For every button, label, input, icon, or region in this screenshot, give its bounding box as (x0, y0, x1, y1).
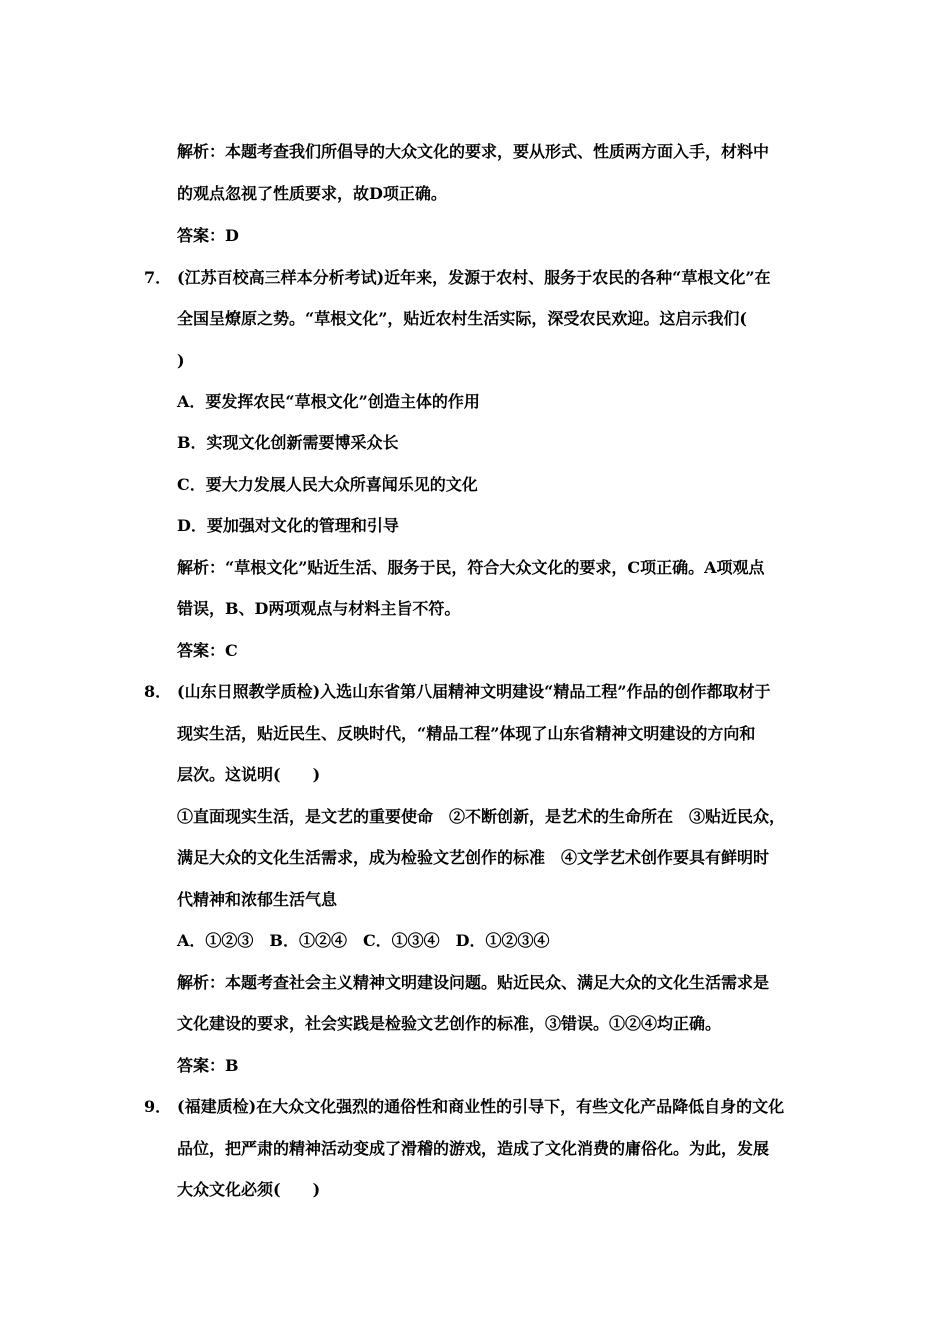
q7-analysis-line-2: 错误，B、D两项观点与材料主旨不符。 (177, 599, 461, 618)
q8-statement-line-1: ①直面现实生活，是文艺的重要使命 ②不断创新，是艺术的生命所在 ③贴近民众， (177, 807, 786, 826)
q8-statement-line-3: 代精神和浓郁生活气息 (177, 890, 338, 909)
q9-number: 9． (144, 1097, 172, 1116)
q6-analysis-line-1: 解析：本题考查我们所倡导的大众文化的要求，要从形式、性质两方面入手，材料中 (177, 142, 770, 161)
q7-stem-line-2: 全国呈燎原之势。“草根文化”，贴近农村生活实际，深受农民欢迎。这启示我们( (177, 309, 747, 328)
q7-answer: 答案：C (177, 641, 238, 660)
q6-answer: 答案：D (177, 226, 239, 245)
q8-options: A．①②③ B．①②④ C．①③④ D．①②③④ (177, 931, 550, 950)
q7-stem-line-1 (144, 267, 771, 289)
q8-stem-line-1 (144, 681, 771, 703)
q8-stem-text-1: (山东日照教学质检)入选山东省第八届精神文明建设“精品工程”作品的创作都取材于 (177, 682, 771, 701)
q7-stem-line-3: ) (177, 351, 185, 370)
q8-analysis-line-1: 解析：本题考查社会主义精神文明建设问题。贴近民众、满足大众的文化生活需求是 (177, 973, 770, 992)
q7-option-b: B．实现文化创新需要博采众长 (177, 433, 399, 452)
q8-stem-line-3: 层次。这说明( ) (177, 765, 321, 784)
q9-stem-text-1: (福建质检)在大众文化强烈的通俗性和商业性的引导下，有些文化产品降低自身的文化 (177, 1097, 785, 1116)
q7-option-d: D．要加强对文化的管理和引导 (177, 516, 399, 535)
q7-analysis-line-1: 解析：“草根文化”贴近生活、服务于民，符合大众文化的要求，C项正确。A项观点 (177, 558, 765, 577)
q6-analysis-line-2: 的观点忽视了性质要求，故D项正确。 (177, 184, 447, 203)
q9-stem-line-3: 大众文化必须( ) (177, 1180, 321, 1199)
q9-stem-line-2: 品位，把严肃的精神活动变成了滑稽的游戏，造成了文化消费的庸俗化。为此，发展 (177, 1139, 770, 1158)
q7-option-a: A．要发挥农民“草根文化”创造主体的作用 (177, 392, 480, 411)
q7-number: 7． (144, 268, 172, 287)
q8-answer: 答案：B (177, 1056, 239, 1075)
q8-statement-line-2: 满足大众的文化生活需求，成为检验文艺创作的标准 ④文学艺术创作要具有鲜明时 (177, 848, 770, 867)
q8-stem-line-2: 现实生活，贴近民生、反映时代，“精品工程”体现了山东省精神文明建设的方向和 (177, 724, 756, 743)
q9-stem-line-1 (144, 1096, 784, 1118)
q7-option-c: C．要大力发展人民大众所喜闻乐见的文化 (177, 475, 478, 494)
q7-stem-text-1: (江苏百校高三样本分析考试)近年来，发源于农村、服务于农民的各种“草根文化”在 (177, 268, 771, 287)
q8-number: 8． (144, 682, 172, 701)
q8-analysis-line-2: 文化建设的要求，社会实践是检验文艺创作的标准，③错误。①②④均正确。 (177, 1014, 722, 1033)
